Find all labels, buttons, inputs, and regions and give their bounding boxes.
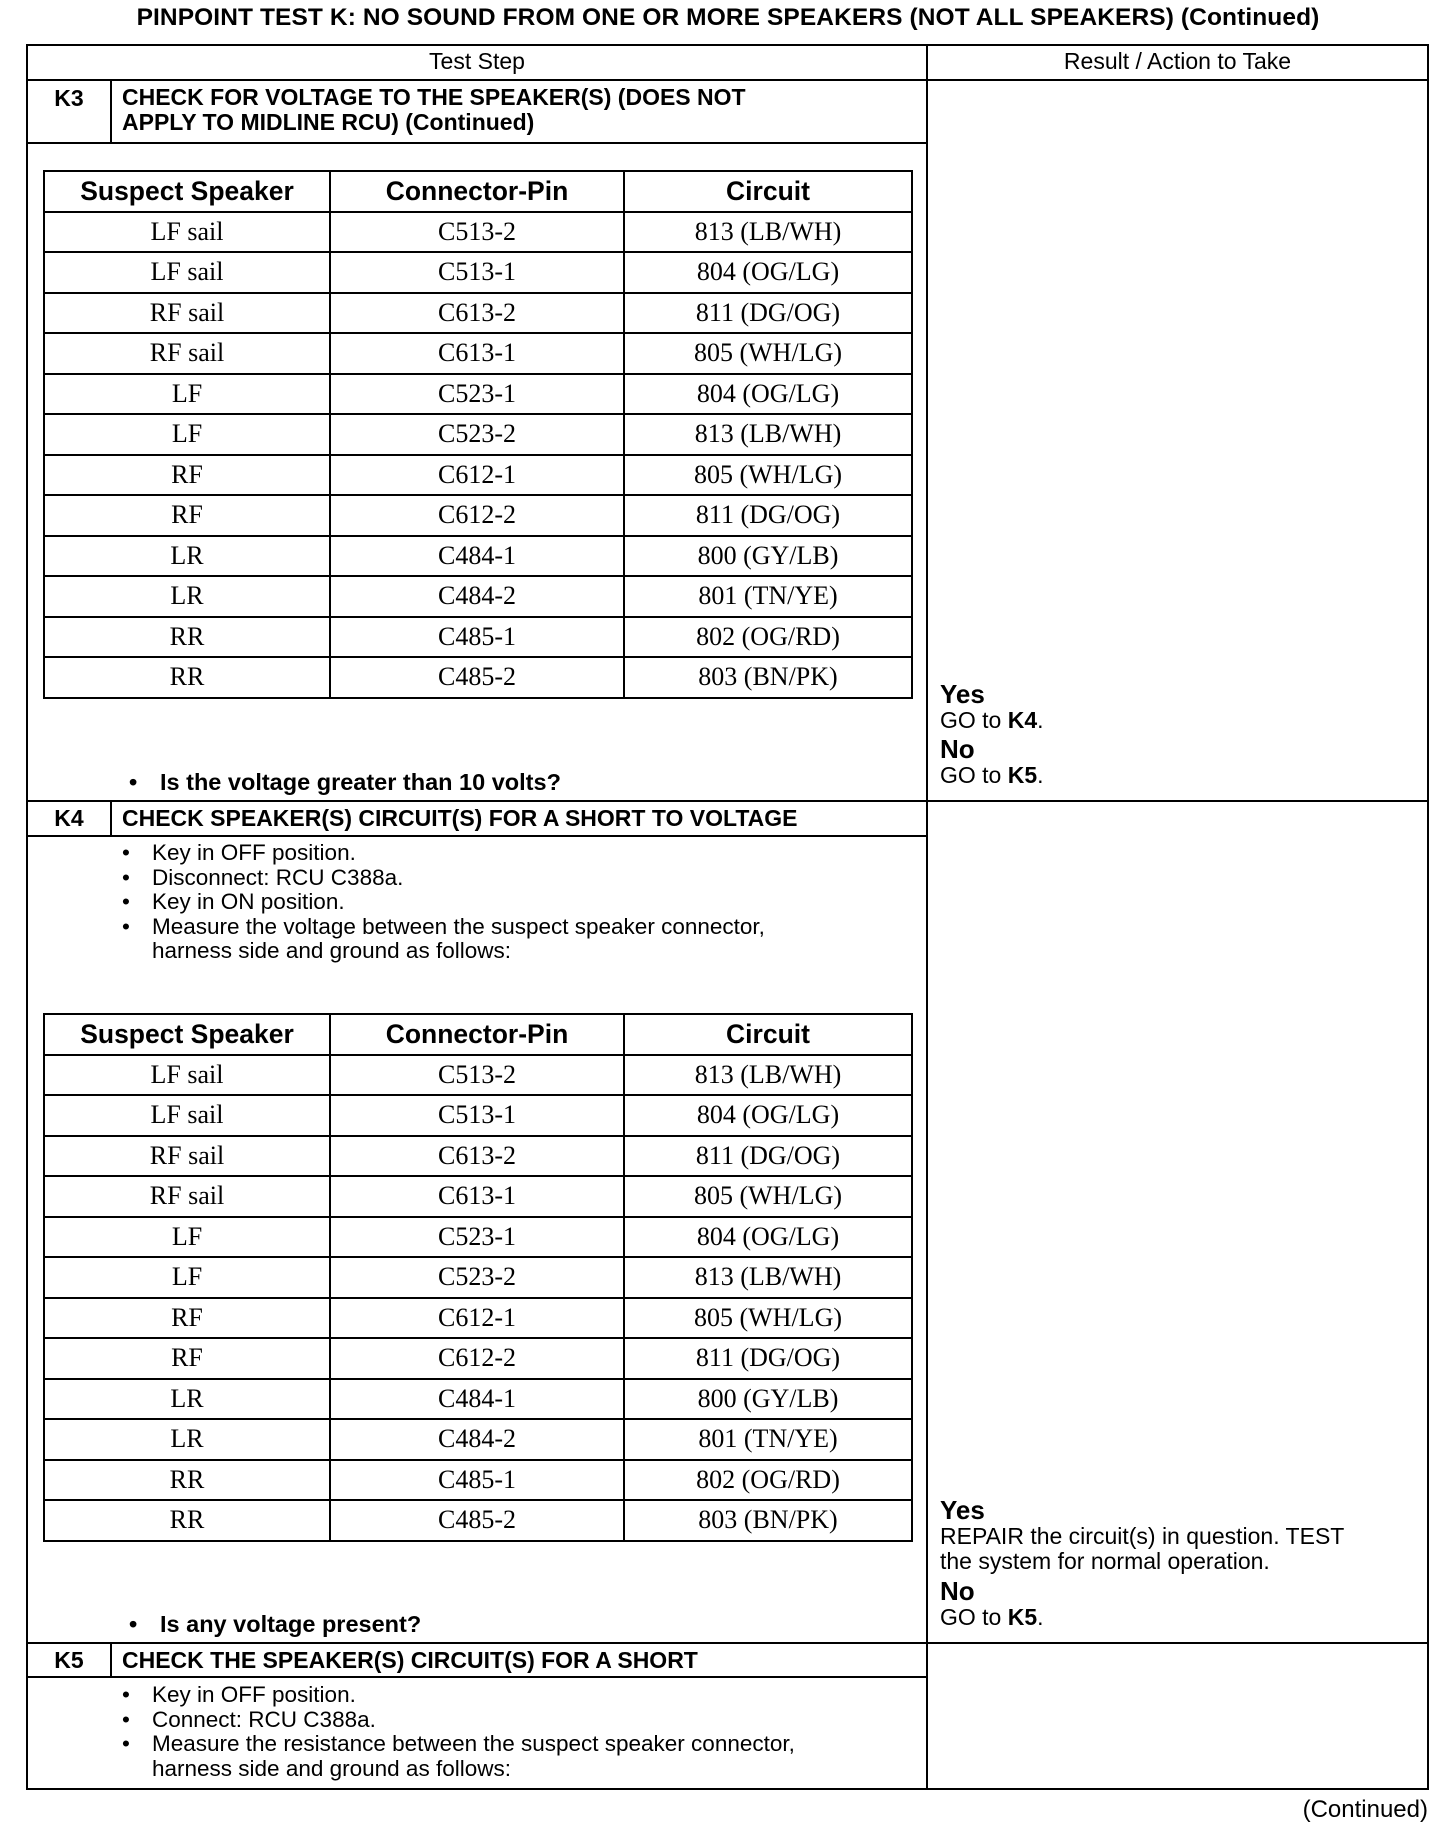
suspect-speaker-cell: RF xyxy=(44,1338,330,1379)
column-header-circuit: Circuit xyxy=(624,171,912,212)
step-k5-id: K5 xyxy=(54,1647,84,1673)
suspect-speaker-cell: RF sail xyxy=(44,1176,330,1217)
suspect-speaker-cell: RR xyxy=(44,617,330,658)
step-k4-question: • Is any voltage present? xyxy=(160,1611,421,1638)
result-column-header: Result / Action to Take xyxy=(1063,48,1292,74)
table-row xyxy=(44,617,912,658)
step-k4-id-divider xyxy=(110,801,112,837)
step-k4-title-divider xyxy=(26,835,928,837)
connector-pin-cell: C485-2 xyxy=(330,1500,624,1541)
connector-pin-cell: C613-2 xyxy=(330,1136,624,1177)
connector-pin-cell: C523-1 xyxy=(330,374,624,415)
step-k4-yes-label: Yes xyxy=(940,1495,985,1525)
suspect-speaker-cell: LF sail xyxy=(44,252,330,293)
circuit-cell: 811 (DG/OG) xyxy=(624,1338,912,1379)
table-row xyxy=(44,1338,912,1379)
step-k4-bottom-divider xyxy=(26,1642,1429,1644)
circuit-cell: 801 (TN/YE) xyxy=(624,1419,912,1460)
suspect-speaker-cell: LR xyxy=(44,576,330,617)
suspect-speaker-cell: LF xyxy=(44,1217,330,1258)
column-header-circuit: Circuit xyxy=(624,1014,912,1055)
circuit-cell: 802 (OG/RD) xyxy=(624,1460,912,1501)
header-divider xyxy=(26,79,1429,81)
connector-pin-cell: C513-2 xyxy=(330,1055,624,1096)
step-k5-instruction: • Measure the resistance between the suspect speaker connector, xyxy=(100,1732,795,1757)
step-k5-instruction-continued: harness side and ground as follows: xyxy=(152,1755,511,1781)
step-k3-id: K3 xyxy=(54,85,84,111)
table-row xyxy=(44,1217,912,1258)
step-k3-title xyxy=(122,85,746,135)
step-k3-no-label: No xyxy=(940,734,975,764)
suspect-speaker-cell: LF xyxy=(44,414,330,455)
step-k3-yes-action: GO to K4. xyxy=(940,707,1044,733)
table-row xyxy=(44,576,912,617)
step-k4-instruction-continued: harness side and ground as follows: xyxy=(152,938,511,963)
step-k4-no-label: No xyxy=(940,1576,975,1606)
step-k4-id: K4 xyxy=(54,805,84,831)
table-row xyxy=(44,1460,912,1501)
table-row xyxy=(44,1500,912,1541)
table-row xyxy=(44,1298,912,1339)
suspect-speaker-cell: RF xyxy=(44,495,330,536)
continued-footer: (Continued) xyxy=(1302,1796,1428,1823)
step-k4-yes-action-line2: the system for normal operation. xyxy=(940,1548,1270,1574)
circuit-cell: 801 (TN/YE) xyxy=(624,576,912,617)
circuit-cell: 800 (GY/LB) xyxy=(624,536,912,577)
speaker-table-k3 xyxy=(43,170,913,699)
connector-pin-cell: C612-2 xyxy=(330,1338,624,1379)
table-row xyxy=(44,1257,912,1298)
circuit-cell: 802 (OG/RD) xyxy=(624,617,912,658)
circuit-cell: 804 (OG/LG) xyxy=(624,1095,912,1136)
connector-pin-cell: C612-2 xyxy=(330,495,624,536)
connector-pin-cell: C613-2 xyxy=(330,293,624,334)
table-row xyxy=(44,495,912,536)
suspect-speaker-cell: LF sail xyxy=(44,1055,330,1096)
step-k3-id-divider xyxy=(110,80,112,144)
circuit-cell: 811 (DG/OG) xyxy=(624,495,912,536)
circuit-cell: 805 (WH/LG) xyxy=(624,455,912,496)
step-k5-id-divider xyxy=(110,1643,112,1678)
suspect-speaker-cell: RF xyxy=(44,1298,330,1339)
column-header-connector-pin: Connector-Pin xyxy=(330,171,624,212)
step-k5-instruction: • Connect: RCU C388a. xyxy=(100,1708,795,1733)
table-row xyxy=(44,536,912,577)
test-step-column-header: Test Step xyxy=(429,48,525,74)
suspect-speaker-cell: LF sail xyxy=(44,212,330,253)
circuit-cell: 813 (LB/WH) xyxy=(624,1257,912,1298)
connector-pin-cell: C613-1 xyxy=(330,333,624,374)
circuit-cell: 803 (BN/PK) xyxy=(624,657,912,698)
table-row xyxy=(44,1095,912,1136)
table-row xyxy=(44,333,912,374)
suspect-speaker-cell: RF sail xyxy=(44,333,330,374)
suspect-speaker-cell: RF xyxy=(44,455,330,496)
table-row xyxy=(44,252,912,293)
step-k3-yes-label: Yes xyxy=(940,679,985,709)
page-title: PINPOINT TEST K: NO SOUND FROM ONE OR MORE SPEAKERS (NOT ALL SPEAKERS) (Continued) xyxy=(136,4,1320,31)
suspect-speaker-cell: LF sail xyxy=(44,1095,330,1136)
column-header-suspect-speaker: Suspect Speaker xyxy=(44,1014,330,1055)
table-row xyxy=(44,293,912,334)
circuit-cell: 813 (LB/WH) xyxy=(624,212,912,253)
connector-pin-cell: C485-1 xyxy=(330,1460,624,1501)
suspect-speaker-cell: RR xyxy=(44,1500,330,1541)
connector-pin-cell: C484-2 xyxy=(330,1419,624,1460)
circuit-cell: 805 (WH/LG) xyxy=(624,1298,912,1339)
suspect-speaker-cell: RF sail xyxy=(44,293,330,334)
suspect-speaker-cell: RR xyxy=(44,657,330,698)
circuit-cell: 811 (DG/OG) xyxy=(624,1136,912,1177)
column-header-connector-pin: Connector-Pin xyxy=(330,1014,624,1055)
step-k4-instruction: • Key in OFF position. xyxy=(100,841,765,866)
step-k4-title: CHECK SPEAKER(S) CIRCUIT(S) FOR A SHORT TO VOLTAGE xyxy=(122,805,798,831)
step-k3-title-divider xyxy=(26,142,928,144)
suspect-speaker-cell: RR xyxy=(44,1460,330,1501)
table-row xyxy=(44,414,912,455)
table-row xyxy=(44,1055,912,1096)
circuit-cell: 804 (OG/LG) xyxy=(624,374,912,415)
table-row xyxy=(44,1419,912,1460)
connector-pin-cell: C485-2 xyxy=(330,657,624,698)
table-row xyxy=(44,212,912,253)
circuit-cell: 805 (WH/LG) xyxy=(624,1176,912,1217)
step-k5-instruction: • Key in OFF position. xyxy=(100,1683,795,1708)
step-k3-title-line1: CHECK FOR VOLTAGE TO THE SPEAKER(S) (DOES NOT xyxy=(122,84,746,110)
connector-pin-cell: C613-1 xyxy=(330,1176,624,1217)
circuit-cell: 803 (BN/PK) xyxy=(624,1500,912,1541)
step-k4-no-action: GO to K5. xyxy=(940,1604,1044,1630)
circuit-cell: 811 (DG/OG) xyxy=(624,293,912,334)
connector-pin-cell: C484-2 xyxy=(330,576,624,617)
connector-pin-cell: C513-1 xyxy=(330,1095,624,1136)
suspect-speaker-cell: LR xyxy=(44,1379,330,1420)
connector-pin-cell: C485-1 xyxy=(330,617,624,658)
connector-pin-cell: C612-1 xyxy=(330,1298,624,1339)
circuit-cell: 805 (WH/LG) xyxy=(624,333,912,374)
column-divider xyxy=(926,44,928,1790)
step-k4-instruction: • Measure the voltage between the suspect speaker connector, xyxy=(100,915,765,940)
step-k5-instructions xyxy=(100,1683,795,1781)
step-k3-title-line2: APPLY TO MIDLINE RCU) (Continued) xyxy=(122,109,535,135)
circuit-cell: 804 (OG/LG) xyxy=(624,1217,912,1258)
circuit-cell: 813 (LB/WH) xyxy=(624,1055,912,1096)
suspect-speaker-cell: LR xyxy=(44,1419,330,1460)
table-row xyxy=(44,374,912,415)
table-row xyxy=(44,657,912,698)
suspect-speaker-cell: RF sail xyxy=(44,1136,330,1177)
step-k4-instructions xyxy=(100,841,765,964)
connector-pin-cell: C513-1 xyxy=(330,252,624,293)
suspect-speaker-cell: LR xyxy=(44,536,330,577)
circuit-cell: 804 (OG/LG) xyxy=(624,252,912,293)
step-k3-result xyxy=(940,680,1044,788)
step-k3-question: • Is the voltage greater than 10 volts? xyxy=(160,769,561,796)
step-k5-title-divider xyxy=(26,1676,928,1678)
step-k4-instruction: • Disconnect: RCU C388a. xyxy=(100,866,765,891)
connector-pin-cell: C484-1 xyxy=(330,1379,624,1420)
table-row xyxy=(44,1136,912,1177)
table-row xyxy=(44,455,912,496)
table-row xyxy=(44,1176,912,1217)
table-row xyxy=(44,1379,912,1420)
circuit-cell: 800 (GY/LB) xyxy=(624,1379,912,1420)
step-k4-yes-action-line1: REPAIR the circuit(s) in question. TEST xyxy=(940,1523,1345,1549)
connector-pin-cell: C612-1 xyxy=(330,455,624,496)
speaker-table-k4 xyxy=(43,1013,913,1542)
step-k3-bottom-divider xyxy=(26,800,1429,802)
connector-pin-cell: C523-2 xyxy=(330,1257,624,1298)
connector-pin-cell: C523-1 xyxy=(330,1217,624,1258)
circuit-cell: 813 (LB/WH) xyxy=(624,414,912,455)
step-k4-instruction: • Key in ON position. xyxy=(100,890,765,915)
connector-pin-cell: C523-2 xyxy=(330,414,624,455)
connector-pin-cell: C513-2 xyxy=(330,212,624,253)
column-header-suspect-speaker: Suspect Speaker xyxy=(44,171,330,212)
step-k5-title: CHECK THE SPEAKER(S) CIRCUIT(S) FOR A SHORT xyxy=(122,1647,698,1673)
suspect-speaker-cell: LF xyxy=(44,374,330,415)
connector-pin-cell: C484-1 xyxy=(330,536,624,577)
step-k3-no-action: GO to K5. xyxy=(940,762,1044,788)
suspect-speaker-cell: LF xyxy=(44,1257,330,1298)
step-k4-result xyxy=(940,1496,1344,1630)
